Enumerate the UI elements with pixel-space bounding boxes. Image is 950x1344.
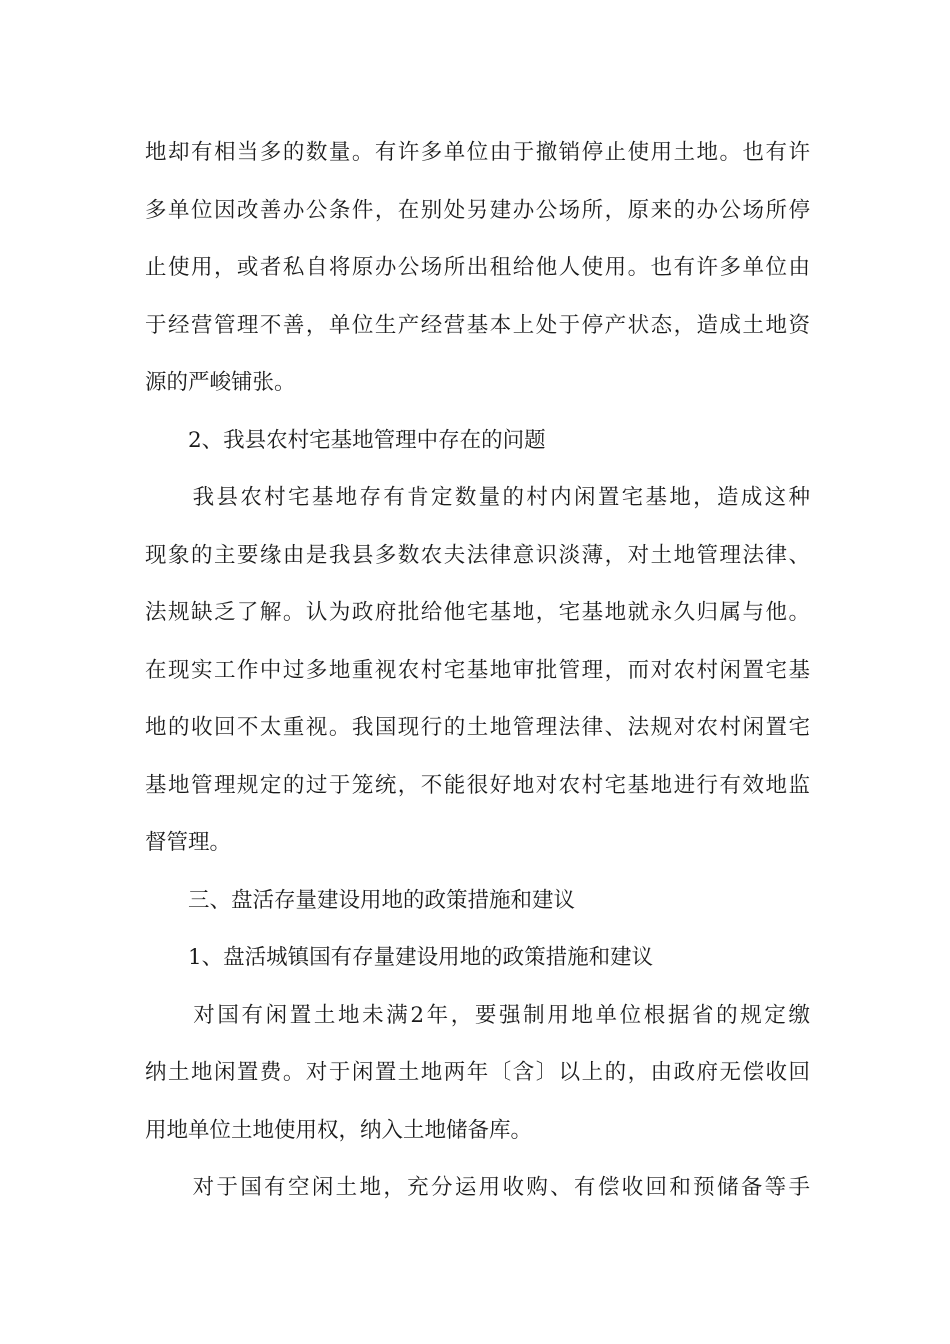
text-line: 现象的主要缘由是我县多数农夫法律意识淡薄，对土地管理法律、 (145, 542, 810, 568)
text-line: 基地管理规定的过于笼统，不能很好地对农村宅基地进行有效地监 (145, 772, 810, 798)
text-line: 地却有相当多的数量。有许多单位由于撤销停止使用土地。也有许 (145, 140, 810, 165)
document-body (145, 124, 810, 1217)
text-line: 用地单位土地使用权，纳入土地储备库。 (145, 1117, 533, 1143)
text-line: 对于国有空闲土地，充分运用收购、有偿收回和预储备等手 (145, 1175, 810, 1200)
text-line: 在现实工作中过多地重视农村宅基地审批管理，而对农村闲置宅基 (145, 657, 810, 683)
text-line: 地的收回不太重视。我国现行的土地管理法律、法规对农村闲置宅 (145, 715, 810, 740)
text-line: 源的严峻铺张。 (145, 370, 296, 395)
text-line: 我县农村宅基地存有肯定数量的村内闲置宅基地，造成这种 (145, 485, 810, 510)
text-line: 纳土地闲置费。对于闲置土地两年〔含〕以上的，由政府无偿收回 (145, 1060, 810, 1085)
text-line: 对国有闲置土地未满2年，要强制用地单位根据省的规定缴 (145, 1002, 810, 1028)
section-heading: 三、盘活存量建设用地的政策措施和建议 (145, 887, 576, 913)
section-heading: 1、盘活城镇国有存量建设用地的政策措施和建议 (145, 945, 654, 970)
text-line: 多单位因改善办公条件，在别处另建办公场所，原来的办公场所停 (145, 197, 810, 223)
text-line: 止使用，或者私自将原办公场所出租给他人使用。也有许多单位由 (145, 255, 810, 280)
section-heading: 2、我县农村宅基地管理中存在的问题 (145, 427, 546, 453)
text-line: 法规缺乏了解。认为政府批给他宅基地，宅基地就永久归属与他。 (145, 600, 810, 625)
text-line: 于经营管理不善，单位生产经营基本上处于停产状态，造成土地资 (145, 312, 810, 338)
text-line: 督管理。 (145, 830, 232, 855)
